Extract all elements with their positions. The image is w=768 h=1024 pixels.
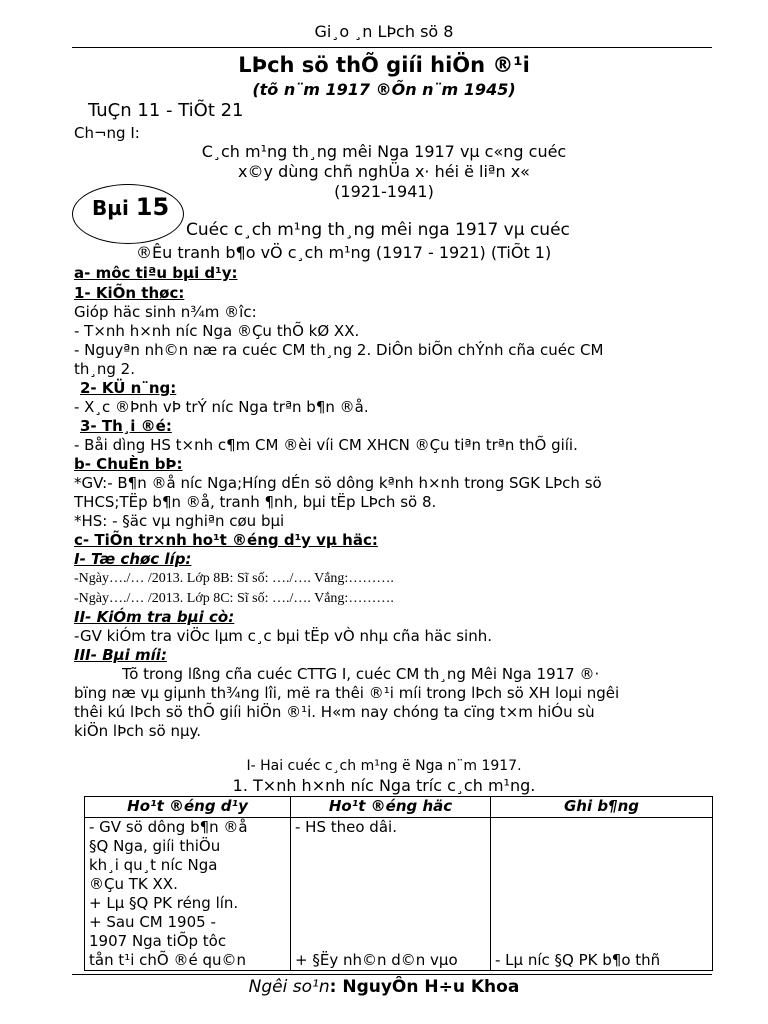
teacher-prep-line-2: THCS;TËp b¶n ®å, tranh ¶nh, bµi tËp LÞch sö 8. (74, 493, 437, 511)
intro-line-4: kiÖn lÞch sö nµy. (74, 722, 202, 740)
document-title: LÞch sö thÕ giíi hiÖn ®¹i (238, 53, 530, 77)
old-lesson-heading: II- KiÓm tra bµi cò: (74, 608, 235, 626)
student-activity-cell (291, 818, 491, 971)
week-lesson-line: TuÇn 11 - TiÕt 21 (88, 100, 244, 121)
teacher-activity-line: 1907 Nga tiÕp tôc (89, 932, 227, 950)
student-activity-line: - HS theo dâi. (295, 818, 397, 836)
class-8c-line: -Ngày…./… /2013. Lớp 8C: Sĩ số: …./…. Vắng:………. (74, 591, 394, 606)
table-header-student: Ho¹t ®éng häc (291, 797, 491, 818)
procedure-heading: c- TiÕn tr×nh ho¹t ®éng d¹y vµ häc: (74, 531, 378, 549)
intro-line-2: bïng næ vµ giµnh th¾ng lîi, më ra thêi ®¹i míi trong lÞch sö XH loµi ngêi (74, 684, 620, 702)
lesson-badge-text (92, 193, 169, 221)
board-notes-cell (491, 818, 713, 971)
attitude-heading: 3- Th¸i ®é: (80, 417, 172, 435)
footer-author-name: : NguyÔn H÷u Khoa (329, 977, 520, 997)
table-header-teacher: Ho¹t ®éng d¹y (85, 797, 291, 818)
section-1-heading: 1. T×nh h×nh níc Nga tríc c¸ch m¹ng. (232, 776, 536, 795)
knowledge-line-1: Gióp häc sinh n¾m ®îc: (74, 303, 257, 321)
skills-line: - X¸c ®Þnh vÞ trÝ níc Nga trªn b¶n ®å. (74, 398, 369, 416)
lesson-badge-prefix: Bµi (92, 196, 129, 220)
lesson-title-line-2: ®Êu tranh b¶o vÖ c¸ch m¹ng (1917 - 1921) (TiÕt 1) (136, 243, 552, 262)
teacher-activity-line: kh¸i qu¸t níc Nga (89, 856, 218, 874)
intro-line-3: thêi kú lÞch sö thÕ giíi hiÖn ®¹i. H«m nay chóng ta cïng t×m hiÓu sù (74, 703, 595, 721)
knowledge-line-4: th¸ng 2. (74, 360, 135, 378)
teacher-activity-line: tån t¹i chÕ ®é qu©n (89, 951, 247, 969)
table-header-board: Ghi b¶ng (491, 797, 713, 818)
knowledge-line-2: - T×nh h×nh níc Nga ®Çu thÕ kØ XX. (74, 322, 360, 340)
board-notes-line: - Lµ níc §Q PK b¶o thñ (495, 951, 661, 969)
objectives-heading: a- môc tiªu bµi d¹y: (74, 264, 238, 282)
attitude-line: - Båi dìng HS t×nh c¶m CM ®èi víi CM XHCN ®Çu tiªn trªn thÕ giíi. (74, 436, 578, 454)
knowledge-line-3: - Nguyªn nh©n næ ra cuéc CM th¸ng 2. DiÔn biÕn chÝnh cña cuéc CM (74, 341, 604, 359)
lesson-title-line-1: Cuéc c¸ch m¹ng th¸ng mêi nga 1917 vµ cuéc (186, 220, 570, 240)
document-subtitle: (tõ n¨m 1917 ®Õn n¨m 1945) (252, 80, 516, 99)
lesson-badge-number: 15 (135, 193, 170, 221)
section-i-heading: I- Hai cuéc c¸ch m¹ng ë Nga n¨m 1917. (246, 758, 522, 774)
class-org-heading: I- Tæ chøc líp: (74, 550, 192, 568)
teacher-prep-line: *GV:- B¶n ®å níc Nga;Híng dÉn sö dông kªnh h×nh trong SGK LÞch sö (74, 474, 602, 492)
old-lesson-line: -GV kiÓm tra viÖc lµm c¸c bµi tËp vÒ nhµ cña häc sinh. (74, 627, 493, 645)
teacher-activity-line: ®Çu TK XX. (89, 875, 178, 893)
teacher-activity-cell (85, 818, 291, 971)
skills-heading: 2- KÜ n¨ng: (80, 379, 177, 397)
teacher-activity-line: + Sau CM 1905 - (89, 913, 216, 931)
header-rule (72, 47, 712, 48)
teacher-activity-line: + Lµ §Q PK réng lín. (89, 894, 239, 912)
footer-rule (72, 974, 712, 975)
preparation-heading: b- ChuÈn bÞ: (74, 455, 183, 473)
footer-author (0, 977, 768, 997)
knowledge-heading: 1- KiÕn thøc: (74, 284, 185, 302)
new-lesson-heading: III- Bµi míi: (74, 646, 167, 664)
class-8b-line: -Ngày…./… /2013. Lớp 8B: Sĩ số: …./…. Vắng:………. (74, 571, 394, 586)
page-header: Gi¸o ¸n LÞch sö 8 (314, 22, 454, 41)
intro-line-1: Tõ trong lßng cña cuéc CTTG I, cuéc CM th¸ng Mêi Nga 1917 ®· (122, 665, 600, 683)
lesson-activity-table (84, 796, 713, 971)
footer-author-label: Ngêi so¹n (248, 977, 330, 997)
chapter-line-1: C¸ch m¹ng th¸ng mêi Nga 1917 vµ c«ng cuéc (201, 142, 567, 161)
chapter-label: Ch¬ng I: (74, 124, 140, 142)
chapter-line-3: (1921-1941) (334, 182, 434, 201)
teacher-activity-line: §Q Nga, giíi thiÖu (89, 837, 221, 855)
student-prep-line: *HS: - §äc vµ nghiªn cøu bµi (74, 512, 285, 530)
student-activity-line: + §Ëy nh©n d©n vµo (295, 951, 458, 969)
chapter-line-2: x©y dùng chñ nghÜa x· héi ë liªn x« (238, 162, 530, 181)
teacher-activity-line: - GV sö dông b¶n ®å (89, 818, 248, 836)
